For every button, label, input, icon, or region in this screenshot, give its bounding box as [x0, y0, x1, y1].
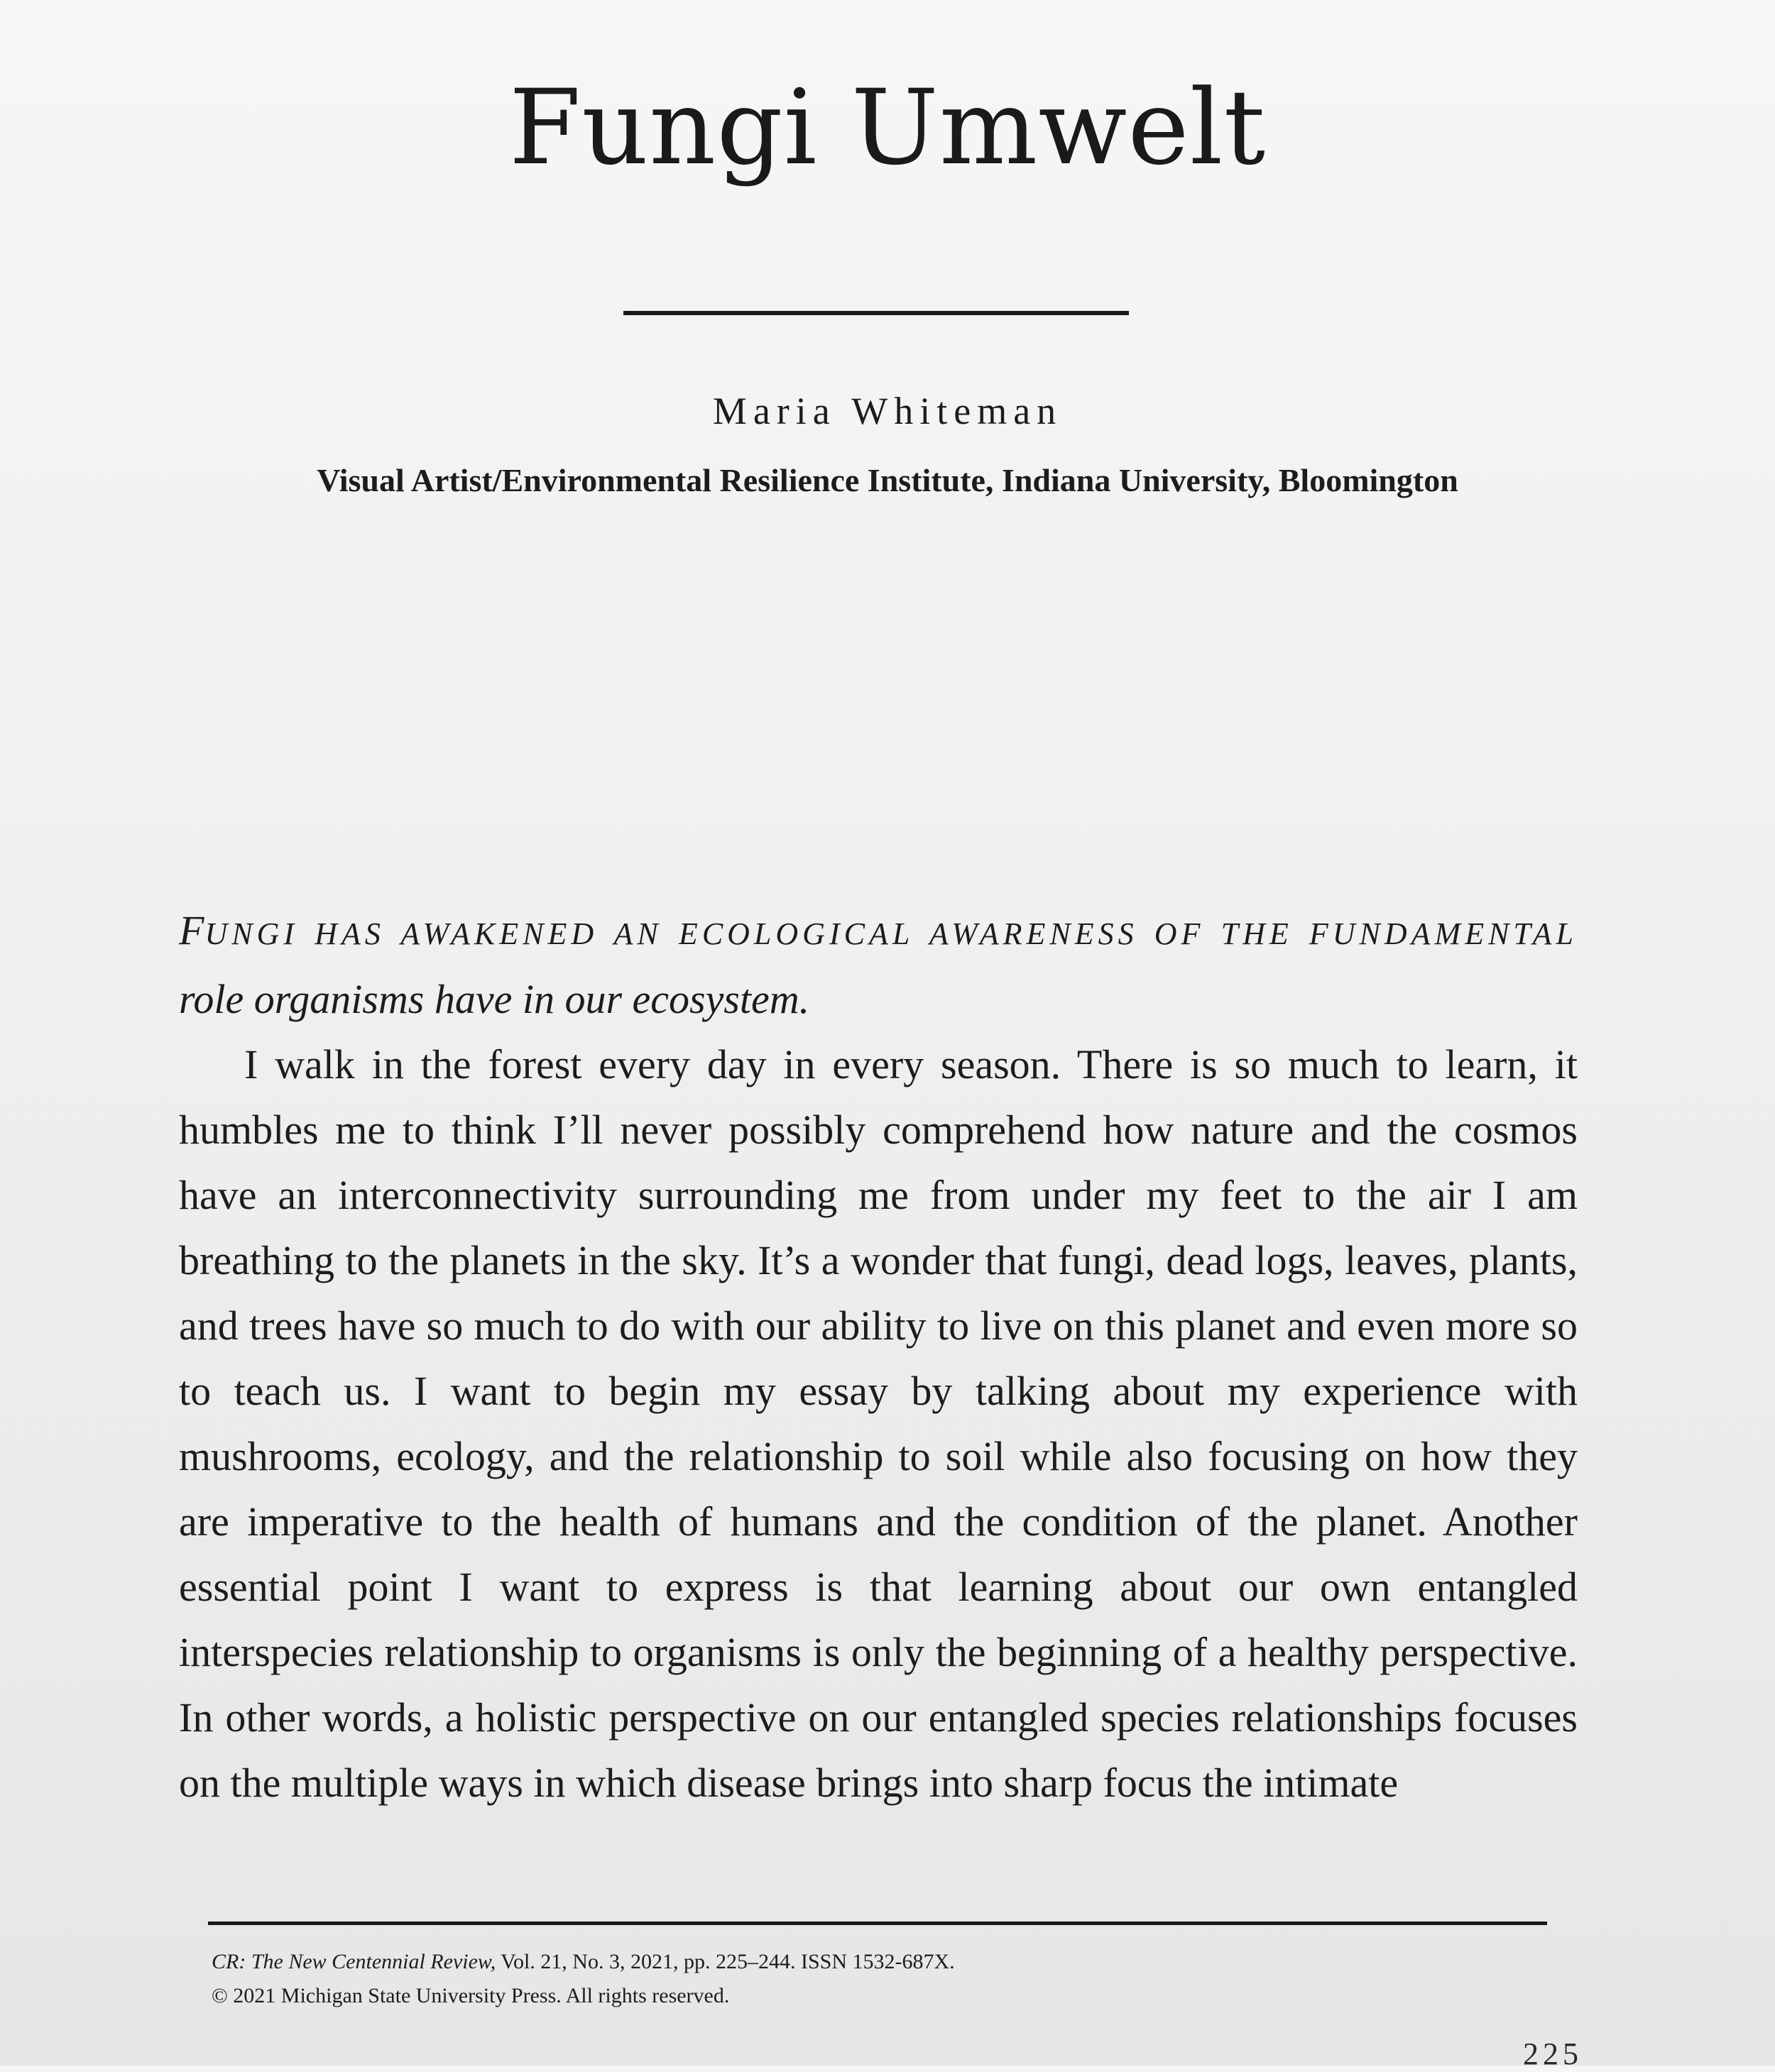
- citation-line: [212, 1945, 1525, 1979]
- article-title: Fungi Umwelt: [508, 67, 1267, 188]
- footnote-divider: [208, 1922, 1547, 1925]
- author-affiliation: Visual Artist/Environmental Resilience Institute, Indiana University, Bloomington: [317, 462, 1458, 498]
- article-body: [179, 898, 1578, 1816]
- title-divider: [623, 311, 1129, 315]
- body-paragraph: I walk in the forest every day in every season. There is so much to learn, it humbles me to think I’ll never possibly comprehend how nature and the cosmos have an interconnectivity surrounding me from under my feet to the air I am breathing to the planets in the sky. It’s a wonder that fungi, dead logs, leaves, plants, and trees have so much to do with our ability to live on this planet and even more so to teach us. I want to begin my essay by talking about my experience with mushrooms, ecology, and the relationship to soil while also focusing on how they are imperative to the health of humans and the condition of the planet. Another essential point I want to express is that learning about our own entangled interspecies relationship to organisms is only the beginning of a healthy perspective. In other words, a holistic perspective on our entangled species relationships focuses on the multiple ways in which disease brings into sharp focus the intimate: [179, 1041, 1578, 1806]
- lead-italic-text: role organisms have in our ecosystem.: [179, 976, 810, 1022]
- citation-footnote: [212, 1945, 1525, 2013]
- lead-paragraph: [179, 898, 1578, 1032]
- journal-name: CR: The New Centennial Review,: [212, 1950, 496, 1973]
- copyright-line: © 2021 Michigan State University Press. All rights reserved.: [212, 1984, 730, 2007]
- citation-details: Vol. 21, No. 3, 2021, pp. 225–244. ISSN 1532-687X.: [496, 1950, 955, 1973]
- page-number: 225: [1523, 2037, 1583, 2071]
- lead-small-caps: UNGI HAS AWAKENED AN ECOLOGICAL AWARENESS OF THE FUNDAMENTAL: [204, 916, 1578, 951]
- author-name: Maria Whiteman: [712, 390, 1063, 432]
- lead-initial: F: [179, 907, 205, 953]
